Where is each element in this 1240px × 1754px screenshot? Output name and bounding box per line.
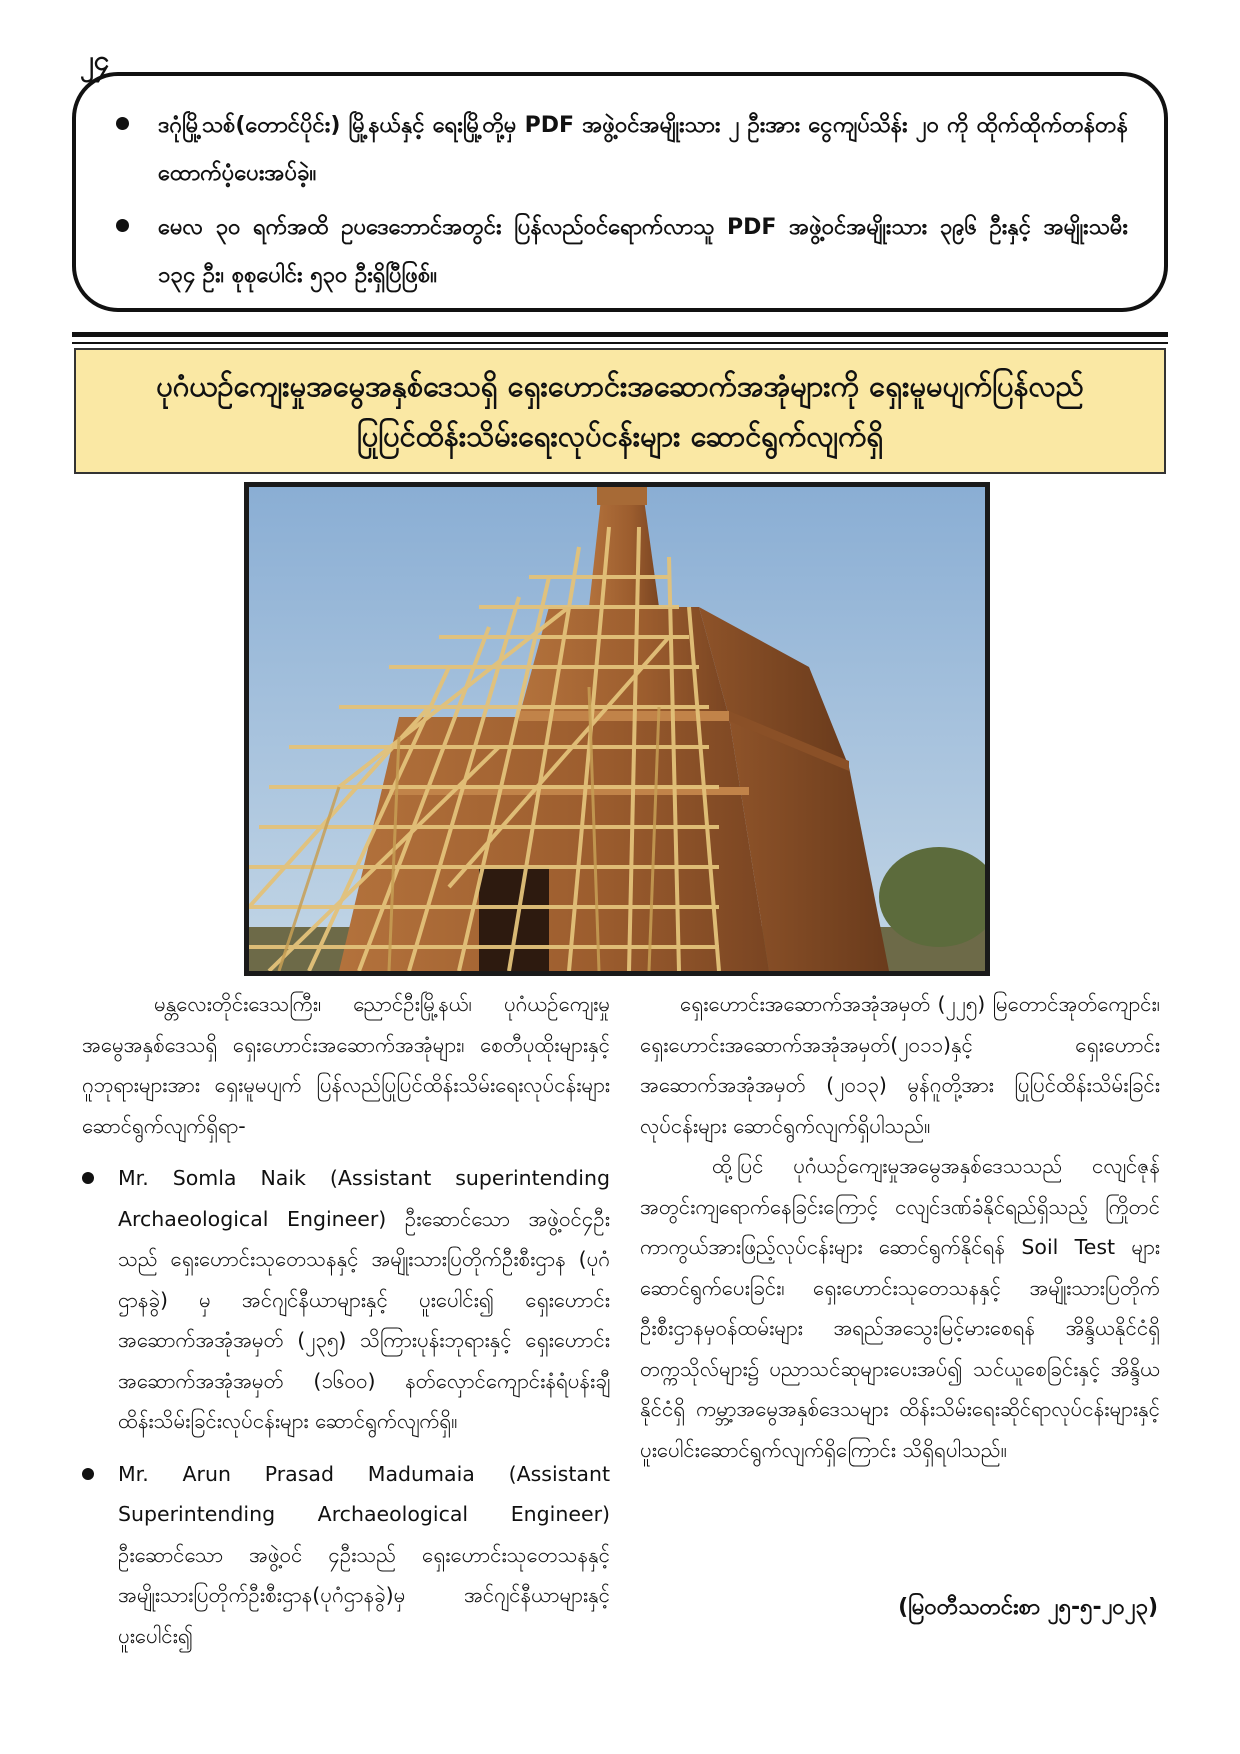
article-bullet-text: Mr. Somla Naik (Assistant superintending Archaeological Engineer) ဦးဆောင်သော အဖွဲ့ဝင်၄ဦးသည် ရှေးဟောင်းသုတေသနနှင့် အမျိုးသားပြတိုက်ဦးစီးဌာန (ပုဂံဌာနခွဲ) မှ အင်ဂျင်နီယာများနှင့် ပူးပေါင်း၍ ရှေးဟောင်းအဆောက်အအုံအမှတ် (၂၃၅) သိကြားပုန်းဘုရားနှင့် ရှေးဟောင်းအဆောက်အအုံအမှတ် (၁၆၀၀) နတ်လှောင်ကျောင်းနံရံပန်းချီ ထိန်းသိမ်းခြင်းလုပ်ငန်းများ ဆောင်ရွက်လျက်ရှိ။ bbox=[118, 1166, 610, 1433]
article-paragraph: ရှေးဟောင်းအဆောက်အအုံအမှတ် (၂၂၅) မြတောင်အုတ်ကျောင်း၊ ရှေးဟောင်းအဆောက်အအုံအမှတ်(၂၀၁၁)နှင့် ရှေးဟောင်းအဆောက်အအုံအမှတ် (၂၀၁၃) မွန်ဂူတို့အား ပြုပြင်ထိန်းသိမ်းခြင်းလုပ်ငန်းများ ဆောင်ရွက်လျက်ရှိပါသည်။ bbox=[640, 992, 1160, 1138]
article-left-column bbox=[82, 984, 610, 1656]
section-divider-thin bbox=[72, 342, 1168, 344]
article-bullet bbox=[82, 1454, 610, 1657]
article-paragraph: ထို့ပြင် ပုဂံယဉ်ကျေးမှုအမွေအနှစ်ဒေသသည် ငလျင်ဇုန်အတွင်းကျရောက်နေခြင်းကြောင့် ငလျင်ဒဏ်ခံနိုင်ရည်ရှိသည့် ကြိုတင်ကာကွယ်အားဖြည့်လုပ်ငန်းများ ဆောင်ရွက်နိုင်ရန် Soil Test များ ဆောင်ရွက်ပေးခြင်း၊ ရှေးဟောင်းသုတေသနနှင့် အမျိုးသားပြတိုက်ဦးစီးဌာနမှဝန်ထမ်းများ အရည်အသွေးမြင့်မားစေရန် အိန္ဒိယနိုင်ငံရှိ တက္ကသိုလ်များ၌ ပညာသင်ဆုများပေးအပ်၍ သင်ယူစေခြင်းနှင့် အိန္ဒိယနိုင်ငံရှိ ကမ္ဘာ့အမွေအနှစ်ဒေသများ ထိန်းသိမ်းရေးဆိုင်ရာလုပ်ငန်းများနှင့် ပူးပေါင်းဆောင်ရွက်လျက်ရှိကြောင်း သိရှိရပါသည်။ bbox=[640, 1154, 1160, 1462]
headline-box bbox=[74, 348, 1166, 474]
bullet-icon bbox=[116, 219, 129, 232]
page-number: ၂၄ bbox=[80, 44, 110, 77]
bullet-icon bbox=[82, 1468, 94, 1480]
bullet-icon bbox=[116, 117, 129, 130]
article-bullet-text: Mr. Arun Prasad Madumaia (Assistant Superintending Archaeological Engineer) ဦးဆောင်သော အဖွဲ့ဝင် ၄ဦးသည် ရှေးဟောင်းသုတေသနနှင့် အမျိုးသားပြတိုက်ဦးစီးဌာန(ပုဂံဌာနခွဲ)မှ အင်ဂျင်နီယာများနှင့် ပူးပေါင်း၍ bbox=[118, 1461, 610, 1648]
summary-box bbox=[72, 72, 1168, 312]
scaffolded-temple-image bbox=[249, 487, 985, 971]
article-right-column bbox=[640, 984, 1160, 1470]
bullet-icon bbox=[82, 1172, 94, 1184]
summary-item-text: ဒဂုံမြို့သစ်(တောင်ပိုင်း) မြို့နယ်နှင့် ရေးမြို့တို့မှ PDF အဖွဲ့ဝင်အမျိုးသား ၂ ဦးအား ငွေကျပ်သိန်း ၂၀ ကို ထိုက်ထိုက်တန်တန် ထောက်ပံ့ပေးအပ်ခဲ့။ bbox=[158, 113, 1128, 186]
summary-item-text: မေလ ၃၀ ရက်အထိ ဥပဒေဘောင်အတွင်း ပြန်လည်ဝင်ရောက်လာသူ PDF အဖွဲ့ဝင်အမျိုးသား ၃၉၆ ဦးနှင့် အမျိုးသမီး ၁၃၄ ဦး၊ စုစုပေါင်း ၅၃၀ ဦးရှိပြီဖြစ်။ bbox=[158, 215, 1128, 288]
headline-line-1: ပုဂံယဉ်ကျေးမှုအမွေအနှစ်ဒေသရှိ ရှေးဟောင်းအဆောက်အအုံများကို ရှေးမူမပျက်ပြန်လည် bbox=[156, 369, 1084, 403]
headline-line-2: ပြုပြင်ထိန်းသိမ်းရေးလုပ်ငန်းများ ဆောင်ရွက်လျက်ရှိ bbox=[356, 419, 884, 453]
article-intro: မန္တလေးတိုင်းဒေသကြီး၊ ညောင်ဦးမြို့နယ်၊ ပုဂံယဉ်ကျေးမှုအမွေအနှစ်ဒေသရှိ ရှေးဟောင်းအဆောက်အအုံများ၊ စေတီပုထိုးများနှင့် ဂူဘုရားများအား ရှေးမူမပျက် ပြန်လည်ပြုပြင်ထိန်းသိမ်းရေးလုပ်ငန်းများ ဆောင်ရွက်လျက်ရှိရာ- bbox=[82, 992, 610, 1138]
article-source: (မြဝတီသတင်းစာ ၂၅-၅-၂၀၂၃) bbox=[898, 1595, 1158, 1620]
summary-item bbox=[102, 204, 1128, 300]
summary-item bbox=[102, 102, 1128, 198]
article-bullet bbox=[82, 1158, 610, 1442]
temple-photo bbox=[244, 482, 990, 976]
headline bbox=[156, 361, 1084, 461]
section-divider bbox=[72, 332, 1168, 337]
